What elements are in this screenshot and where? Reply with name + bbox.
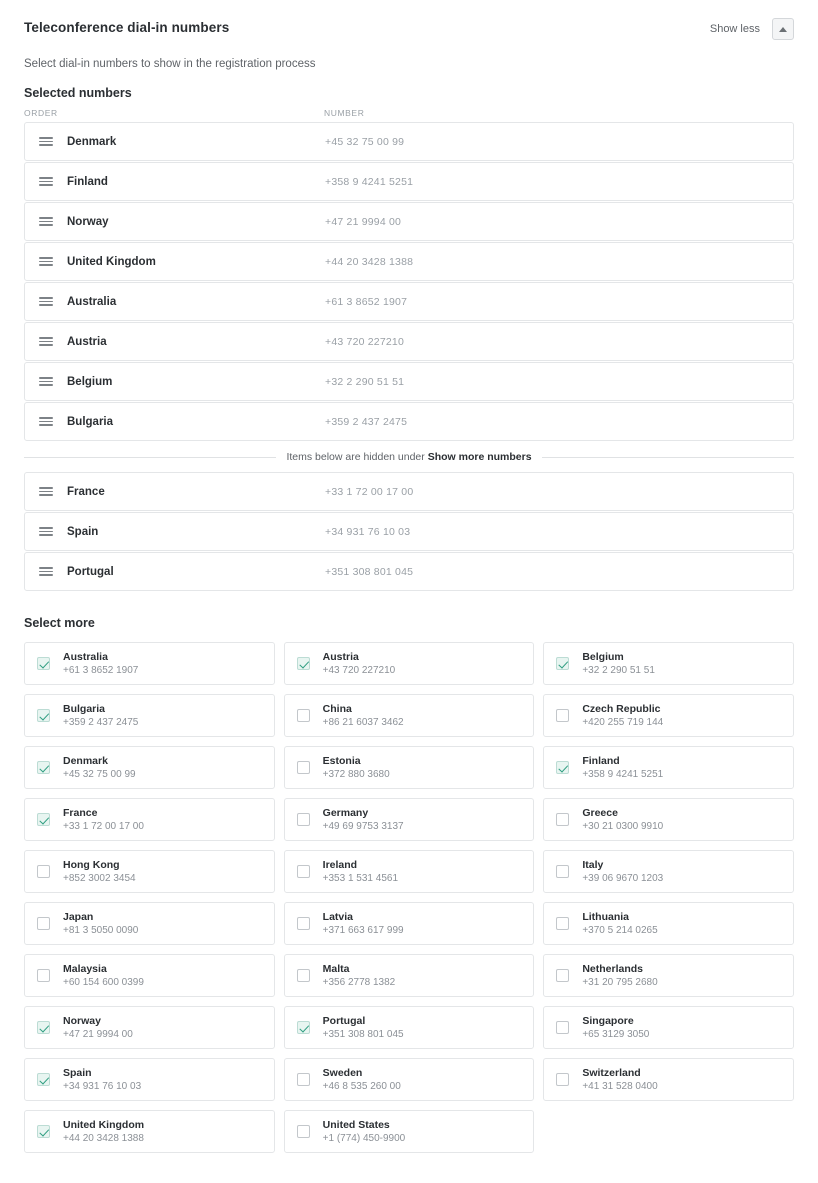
row-number-label: +351 308 801 045 [325, 565, 414, 578]
country-option-info [323, 1015, 404, 1041]
country-option-info [582, 911, 657, 937]
country-option-card[interactable] [284, 954, 535, 997]
country-option-number: +61 3 8652 1907 [63, 664, 139, 676]
country-option-info [582, 859, 663, 885]
country-option-card[interactable] [24, 1110, 275, 1153]
checkbox-checked-icon[interactable] [37, 1073, 50, 1086]
country-option-number: +1 (774) 450-9900 [322, 1132, 406, 1144]
country-option-card[interactable] [24, 798, 275, 841]
row-country-label: Bulgaria [67, 415, 114, 428]
country-option-label: Belgium [582, 650, 624, 663]
country-option-number: +49 69 9753 3137 [322, 820, 404, 832]
row-country-label: France [67, 485, 105, 498]
checkbox-unchecked-icon[interactable] [556, 969, 569, 982]
country-option-info [63, 1067, 141, 1093]
country-option-label: Italy [582, 858, 604, 871]
table-row[interactable] [24, 282, 794, 321]
country-option-label: Malaysia [63, 962, 107, 975]
country-option-number: +30 21 0300 9910 [582, 820, 664, 832]
row-country-label: Belgium [67, 375, 113, 388]
checkbox-unchecked-icon[interactable] [297, 813, 310, 826]
table-row[interactable] [24, 202, 794, 241]
country-option-number: +370 5 214 0265 [582, 924, 658, 936]
checkbox-checked-icon[interactable] [37, 1125, 50, 1138]
row-country-label: Portugal [67, 565, 114, 578]
country-option-label: Denmark [63, 754, 108, 767]
country-option-card[interactable] [543, 694, 794, 737]
row-number-label: +34 931 76 10 03 [325, 525, 411, 538]
drag-handle-bar [39, 297, 53, 299]
country-option-label: Portugal [322, 1014, 366, 1027]
country-option-info [63, 859, 136, 885]
drag-handle-bar [39, 181, 53, 183]
show-more-numbers-link[interactable]: Show more numbers [427, 451, 532, 463]
checkbox-checked-icon[interactable] [297, 1021, 310, 1034]
drag-handle-bar [39, 257, 53, 259]
drag-handle-bar [39, 384, 53, 386]
drag-handle-bar [39, 224, 53, 226]
drag-handle-icon[interactable] [25, 137, 67, 146]
country-option-card[interactable] [284, 694, 535, 737]
country-option-card[interactable] [24, 1006, 275, 1049]
country-option-info [63, 911, 138, 937]
table-row[interactable] [24, 552, 794, 591]
country-option-card[interactable] [24, 1058, 275, 1101]
country-option-label: United Kingdom [63, 1118, 145, 1131]
country-option-number: +44 20 3428 1388 [63, 1132, 144, 1144]
show-less-label[interactable]: Show less [709, 23, 760, 35]
drag-handle-icon[interactable] [25, 217, 67, 226]
country-option-number: +353 1 531 4561 [322, 872, 399, 884]
country-option-info [63, 651, 138, 677]
country-option-label: Norway [63, 1014, 101, 1027]
drag-handle-bar [39, 137, 53, 139]
drag-handle-bar [39, 574, 53, 576]
checkbox-unchecked-icon[interactable] [297, 1073, 310, 1086]
drag-handle-bar [39, 571, 53, 573]
country-option-number: +47 21 9994 00 [63, 1028, 133, 1040]
country-option-card[interactable] [24, 642, 275, 685]
checkbox-checked-icon[interactable] [37, 657, 50, 670]
drag-handle-bar [39, 304, 53, 306]
drag-handle-bar [39, 177, 53, 179]
checkbox-checked-icon[interactable] [556, 761, 569, 774]
country-option-card[interactable] [24, 902, 275, 945]
table-row[interactable] [24, 162, 794, 201]
country-option-card[interactable] [543, 850, 794, 893]
drag-handle-icon[interactable] [25, 567, 67, 576]
row-number-label: +45 32 75 00 99 [325, 135, 405, 148]
country-option-card[interactable] [543, 902, 794, 945]
checkbox-unchecked-icon[interactable] [37, 917, 50, 930]
country-option-number: +420 255 719 144 [582, 716, 664, 728]
country-option-number: +372 880 3680 [322, 768, 390, 780]
drag-handle-bar [39, 534, 53, 536]
column-header-order: ORDER [24, 108, 58, 118]
country-option-card[interactable] [543, 1006, 794, 1049]
country-option-number: +41 31 528 0400 [582, 1080, 658, 1092]
table-row[interactable] [24, 472, 794, 511]
country-option-number: +86 21 6037 3462 [322, 716, 404, 728]
checkbox-unchecked-icon[interactable] [556, 1073, 569, 1086]
drag-handle-bar [39, 381, 53, 383]
country-option-number: +46 8 535 260 00 [322, 1080, 401, 1092]
checkbox-unchecked-icon[interactable] [297, 865, 310, 878]
drag-handle-icon[interactable] [25, 177, 67, 186]
country-option-number: +371 663 617 999 [322, 924, 404, 936]
table-row[interactable] [24, 512, 794, 551]
hidden-items-prefix: Items below are hidden under [286, 451, 428, 463]
country-option-card[interactable] [24, 954, 275, 997]
drag-handle-bar [39, 264, 53, 266]
row-number-label: +32 2 290 51 51 [325, 375, 405, 388]
country-option-number: +358 9 4241 5251 [582, 768, 664, 780]
drag-handle-bar [39, 377, 53, 379]
country-option-info [63, 807, 144, 833]
country-option-card[interactable] [543, 1058, 794, 1101]
row-number-label: +47 21 9994 00 [325, 215, 402, 228]
country-option-label: Hong Kong [63, 858, 120, 871]
checkbox-checked-icon[interactable] [297, 657, 310, 670]
chevron-up-icon [779, 27, 787, 32]
drag-handle-bar [39, 487, 53, 489]
checkbox-unchecked-icon[interactable] [37, 865, 50, 878]
country-option-label: Ireland [322, 858, 358, 871]
country-option-number: +45 32 75 00 99 [63, 768, 136, 780]
country-option-number: +32 2 290 51 51 [582, 664, 655, 676]
drag-handle-bar [39, 341, 53, 343]
country-option-card[interactable] [543, 642, 794, 685]
country-option-card[interactable] [543, 954, 794, 997]
country-option-label: Netherlands [582, 962, 644, 975]
country-option-info [323, 703, 404, 729]
country-option-info [323, 651, 396, 677]
drag-handle-icon[interactable] [25, 377, 67, 386]
divider-line-left [24, 457, 276, 458]
row-country-label: Austria [67, 335, 107, 348]
country-option-info [582, 963, 657, 989]
drag-handle-bar [39, 141, 53, 143]
drag-handle-bar [39, 531, 53, 533]
drag-handle-bar [39, 421, 53, 423]
drag-handle-bar [39, 494, 53, 496]
country-option-card[interactable] [543, 746, 794, 789]
country-option-info [582, 1067, 657, 1093]
drag-handle-bar [39, 344, 53, 346]
checkbox-unchecked-icon[interactable] [556, 813, 569, 826]
drag-handle-icon[interactable] [25, 257, 67, 266]
checkbox-unchecked-icon[interactable] [297, 709, 310, 722]
country-option-label: Lithuania [582, 910, 629, 923]
column-header-number: NUMBER [324, 108, 365, 118]
country-option-card[interactable] [24, 850, 275, 893]
divider-line-right [542, 457, 794, 458]
country-option-info [582, 651, 655, 677]
drag-handle-bar [39, 337, 53, 339]
selected-numbers-heading: Selected numbers [24, 86, 132, 100]
checkbox-unchecked-icon[interactable] [297, 917, 310, 930]
country-option-label: Switzerland [582, 1066, 641, 1079]
country-option-label: Czech Republic [582, 702, 661, 715]
table-row[interactable] [24, 402, 794, 441]
country-option-info [323, 1119, 406, 1145]
checkbox-unchecked-icon[interactable] [556, 1021, 569, 1034]
row-number-label: +359 2 437 2475 [325, 415, 408, 428]
drag-handle-bar [39, 527, 53, 529]
row-country-label: Denmark [67, 135, 117, 148]
checkbox-checked-icon[interactable] [37, 709, 50, 722]
country-option-info [323, 859, 398, 885]
checkbox-unchecked-icon[interactable] [297, 1125, 310, 1138]
country-option-card[interactable] [284, 798, 535, 841]
hidden-items-divider [0, 442, 818, 472]
country-option-info [582, 703, 663, 729]
row-number-label: +61 3 8652 1907 [325, 295, 408, 308]
country-option-info [323, 911, 404, 937]
country-option-card[interactable] [284, 850, 535, 893]
row-number-label: +358 9 4241 5251 [325, 175, 414, 188]
row-number-label: +43 720 227210 [325, 335, 405, 348]
country-option-info [63, 1119, 144, 1145]
country-option-label: United States [322, 1118, 390, 1131]
country-option-card[interactable] [284, 642, 535, 685]
country-option-label: Bulgaria [63, 702, 106, 715]
country-option-info [582, 755, 663, 781]
country-option-label: Austria [322, 650, 359, 663]
selected-rows-hidden [0, 472, 818, 591]
country-option-info [323, 963, 396, 989]
country-option-number: +60 154 600 0399 [63, 976, 144, 988]
row-number-label: +33 1 72 00 17 00 [325, 485, 414, 498]
drag-handle-icon[interactable] [25, 337, 67, 346]
country-option-label: Australia [63, 650, 108, 663]
select-more-grid [0, 630, 818, 1183]
country-option-number: +852 3002 3454 [63, 872, 136, 884]
checkbox-unchecked-icon[interactable] [556, 917, 569, 930]
country-option-info [323, 755, 390, 781]
country-option-number: +31 20 795 2680 [582, 976, 658, 988]
checkbox-unchecked-icon[interactable] [556, 709, 569, 722]
country-option-info [63, 1015, 133, 1041]
country-option-info [63, 755, 136, 781]
country-option-number: +81 3 5050 0090 [63, 924, 139, 936]
checkbox-checked-icon[interactable] [556, 657, 569, 670]
checkbox-unchecked-icon[interactable] [297, 761, 310, 774]
country-option-card[interactable] [24, 746, 275, 789]
country-option-info [582, 1015, 649, 1041]
row-number-label: +44 20 3428 1388 [325, 255, 414, 268]
page-title: Teleconference dial-in numbers [24, 20, 230, 35]
checkbox-checked-icon[interactable] [37, 1021, 50, 1034]
country-option-number: +359 2 437 2475 [63, 716, 139, 728]
country-option-number: +351 308 801 045 [322, 1028, 404, 1040]
country-option-label: Sweden [322, 1066, 363, 1079]
row-country-label: Norway [67, 215, 109, 228]
country-option-card[interactable] [24, 694, 275, 737]
table-row[interactable] [24, 242, 794, 281]
country-option-label: Estonia [322, 754, 361, 767]
collapse-button[interactable] [772, 18, 794, 40]
country-option-number: +33 1 72 00 17 00 [63, 820, 144, 832]
drag-handle-icon[interactable] [25, 487, 67, 496]
select-more-heading: Select more [24, 616, 95, 630]
page-header [0, 0, 818, 40]
country-option-info [582, 807, 663, 833]
checkbox-checked-icon[interactable] [37, 761, 50, 774]
drag-handle-bar [39, 417, 53, 419]
country-option-label: Latvia [322, 910, 354, 923]
country-option-label: Malta [322, 962, 350, 975]
country-option-card[interactable] [284, 1110, 535, 1153]
country-option-label: Spain [63, 1066, 92, 1079]
country-option-label: China [322, 702, 352, 715]
checkbox-checked-icon[interactable] [37, 813, 50, 826]
country-option-label: Greece [582, 806, 618, 819]
drag-handle-icon[interactable] [25, 527, 67, 536]
drag-handle-bar [39, 217, 53, 219]
country-option-info [63, 703, 138, 729]
drag-handle-bar [39, 221, 53, 223]
country-option-label: Germany [322, 806, 369, 819]
drag-handle-bar [39, 424, 53, 426]
drag-handle-bar [39, 261, 53, 263]
header-actions [710, 18, 794, 40]
drag-handle-bar [39, 301, 53, 303]
country-option-number: +43 720 227210 [322, 664, 396, 676]
checkbox-unchecked-icon[interactable] [37, 969, 50, 982]
hidden-items-note [286, 451, 531, 463]
selected-table-header [0, 100, 818, 122]
country-option-card[interactable] [543, 798, 794, 841]
row-country-label: Spain [67, 525, 99, 538]
table-row[interactable] [24, 122, 794, 161]
country-option-label: Singapore [582, 1014, 634, 1027]
country-option-number: +356 2778 1382 [322, 976, 396, 988]
drag-handle-bar [39, 144, 53, 146]
country-option-label: Finland [582, 754, 620, 767]
country-option-info [323, 1067, 401, 1093]
country-option-info [323, 807, 404, 833]
page-subtitle: Select dial-in numbers to show in the registration process [24, 58, 316, 70]
drag-handle-bar [39, 567, 53, 569]
country-option-card[interactable] [284, 902, 535, 945]
drag-handle-bar [39, 184, 53, 186]
drag-handle-bar [39, 491, 53, 493]
country-option-card[interactable] [284, 1006, 535, 1049]
country-option-card[interactable] [284, 1058, 535, 1101]
checkbox-unchecked-icon[interactable] [556, 865, 569, 878]
row-country-label: Finland [67, 175, 108, 188]
country-option-number: +65 3129 3050 [582, 1028, 650, 1040]
checkbox-unchecked-icon[interactable] [297, 969, 310, 982]
country-option-label: Japan [63, 910, 94, 923]
row-country-label: United Kingdom [67, 255, 156, 268]
table-row[interactable] [24, 322, 794, 361]
country-option-number: +34 931 76 10 03 [63, 1080, 142, 1092]
row-country-label: Australia [67, 295, 117, 308]
country-option-number: +39 06 9670 1203 [582, 872, 664, 884]
country-option-card[interactable] [284, 746, 535, 789]
country-option-label: France [63, 806, 98, 819]
country-option-info [63, 963, 144, 989]
selected-rows-visible [0, 122, 818, 441]
drag-handle-icon[interactable] [25, 417, 67, 426]
table-row[interactable] [24, 362, 794, 401]
drag-handle-icon[interactable] [25, 297, 67, 306]
